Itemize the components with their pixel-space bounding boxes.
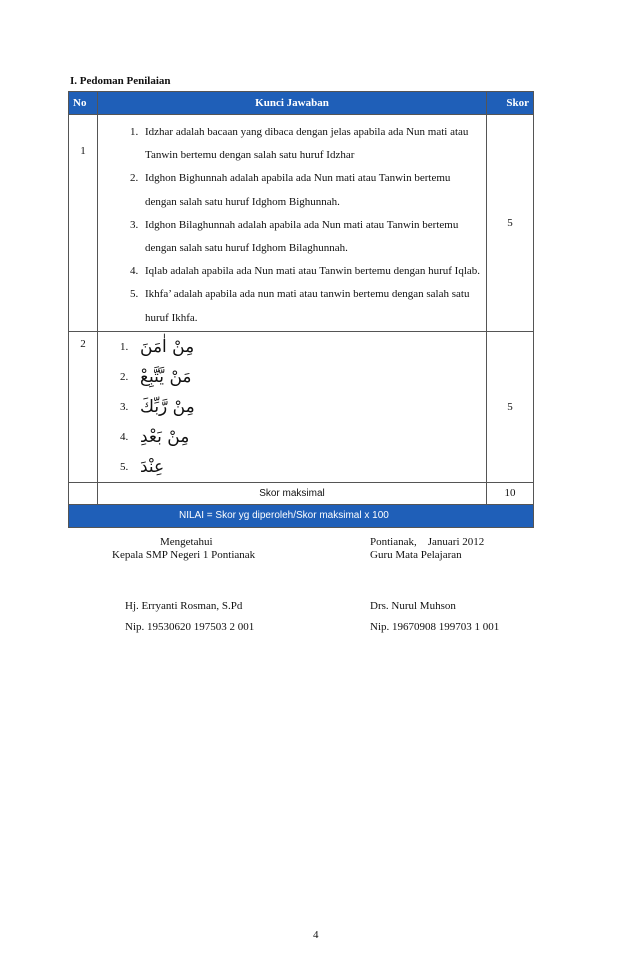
right-sig-name: Drs. Nurul Muhson [370, 600, 456, 612]
right-sig-title: Guru Mata Pelajaran [370, 549, 462, 561]
row-number: 2 [69, 331, 98, 482]
row-score: 5 [487, 331, 534, 482]
list-item: 1. Idzhar adalah bacaan yang dibaca dengan jelas apabila ada Nun mati atau Tanwin bertemu dengan salah satu huruf Idzhar [141, 121, 481, 167]
arabic-text: مَنْ يَّتَّبِعْ [140, 366, 192, 387]
header-score: Skor [487, 92, 534, 115]
left-sig-title: Kepala SMP Negeri 1 Pontianak [112, 549, 256, 561]
list-item [98, 422, 486, 452]
list-item: 3. Idghon Bilaghunnah adalah apabila ada Nun mati atau Tanwin bertemu dengan salah satu huruf Idghom Bilaghunnah. [141, 214, 481, 260]
item-number: 3. [120, 400, 129, 413]
item-number: 1. [120, 340, 129, 353]
header-answer-key: Kunci Jawaban [98, 92, 487, 115]
table-row [69, 115, 534, 332]
answer-cell [98, 115, 487, 332]
left-sig-nip: Nip. 19530620 197503 2 001 [125, 621, 255, 633]
list-item [98, 392, 486, 422]
nilai-formula: NILAI = Skor yg diperoleh/Skor maksimal x 100 [69, 504, 534, 527]
table-header-row [69, 92, 534, 115]
list-item: 5. Ikhfa’ adalah apabila ada nun mati atau tanwin bertemu dengan salah satu huruf Ikhfa. [141, 283, 481, 329]
header-no: No [69, 92, 98, 115]
item-number: 5. [120, 460, 129, 473]
list-item [98, 452, 486, 482]
arabic-text: مِنْ رَّبِّكَ [140, 396, 195, 417]
list-item [98, 362, 486, 392]
item-number: 4. [120, 430, 129, 443]
row-score: 5 [487, 115, 534, 332]
left-sig-name: Hj. Erryanti Rosman, S.Pd [125, 600, 243, 612]
max-score-label: Skor maksimal [98, 482, 487, 504]
answer-list [99, 116, 485, 330]
scoring-table [68, 91, 534, 528]
row-number: 1 [69, 115, 98, 332]
max-score-value: 10 [487, 482, 534, 504]
left-sig-line1: Mengetahui [160, 536, 213, 548]
answer-cell [98, 331, 487, 482]
item-number: 2. [120, 370, 129, 383]
arabic-text: عِنْدَ [140, 456, 165, 477]
empty-cell [69, 482, 98, 504]
list-item: 4. Iqlab adalah apabila ada Nun mati atau Tanwin bertemu dengan huruf Iqlab. [141, 260, 481, 283]
nilai-row [69, 504, 534, 527]
arabic-text: مِنْ بَعْدِ [140, 426, 190, 447]
list-item: 2. Idghon Bighunnah adalah apabila ada Nun mati atau Tanwin bertemu dengan salah satu huruf Idghom Bighunnah. [141, 167, 481, 213]
page-number: 4 [313, 929, 319, 941]
right-sig-place-date: Pontianak, Januari 2012 [370, 536, 485, 548]
arabic-text: مِنْ اٰمَنَ [140, 336, 195, 357]
max-score-row [69, 482, 534, 504]
section-title: I. Pedoman Penilaian [70, 75, 171, 87]
table-row [69, 331, 534, 482]
list-item [98, 332, 486, 362]
right-sig-nip: Nip. 19670908 199703 1 001 [370, 621, 500, 633]
